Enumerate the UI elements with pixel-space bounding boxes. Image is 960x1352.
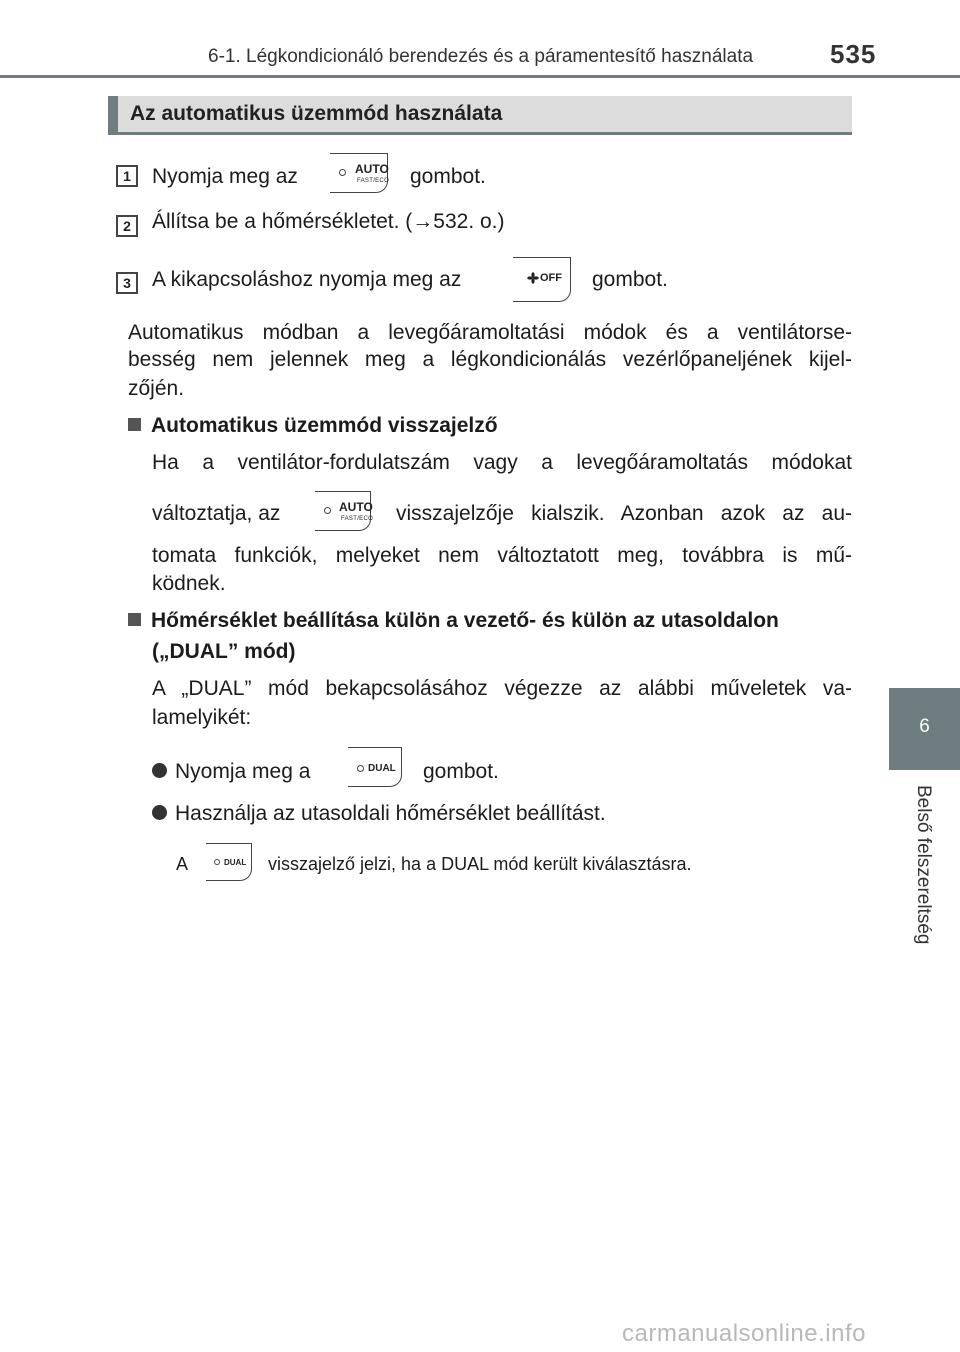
step-2-text: Állítsa be a hőmérsékletet. (→532. o.) xyxy=(152,210,505,233)
note-text-after: visszajelző jelzi, ha a DUAL mód került kiválasztásra. xyxy=(268,854,692,874)
dual-button-icon xyxy=(206,843,252,881)
led-indicator-icon xyxy=(357,765,364,772)
step-1-text-after: gombot. xyxy=(410,165,486,188)
fan-icon xyxy=(527,272,539,284)
auto-button-icon xyxy=(330,153,388,193)
section-title: Az automatikus üzemmód használata xyxy=(130,102,503,125)
step-1-text-before: Nyomja meg az xyxy=(152,165,298,188)
bullet-item xyxy=(152,760,310,784)
section-heading xyxy=(108,96,852,135)
auto-button-sublabel: FAST/ECO xyxy=(341,516,374,522)
subsection-heading xyxy=(128,609,779,633)
note-text-before: A xyxy=(176,854,189,874)
page-number: 535 xyxy=(830,39,877,69)
round-bullet-icon xyxy=(152,763,167,778)
bullet-item xyxy=(152,802,606,826)
page-header xyxy=(0,0,960,80)
dual-button-label: DUAL xyxy=(368,763,396,774)
auto-button-icon xyxy=(315,491,374,531)
led-indicator-icon xyxy=(339,169,346,176)
subsection-text-line: ködnek. xyxy=(152,572,226,595)
chapter-tab-label: Belső felszereltség xyxy=(913,785,934,945)
led-indicator-icon xyxy=(214,859,220,865)
bullet-item-text-after: gombot. xyxy=(423,760,499,783)
auto-button-label: AUTO xyxy=(355,162,389,176)
subsection-heading-text: Hőmérséklet beállítása külön a vezető- és külön az utasoldalon xyxy=(151,609,779,632)
bullet-item-text: Nyomja meg a xyxy=(175,760,311,783)
step-3-text-before: A kikapcsoláshoz nyomja meg az xyxy=(152,268,462,291)
square-bullet-icon xyxy=(128,613,141,626)
chapter-tab xyxy=(889,688,960,770)
off-button-icon xyxy=(513,257,571,302)
dual-button-label: DUAL xyxy=(224,858,247,867)
watermark: carmanualsonline.info xyxy=(622,1320,866,1347)
square-bullet-icon xyxy=(128,418,141,431)
chapter-tab-number: 6 xyxy=(919,716,930,737)
round-bullet-icon xyxy=(152,805,167,820)
section-heading-accent xyxy=(108,96,118,132)
subsection-heading-continued: („DUAL” mód) xyxy=(152,640,296,663)
subsection-text-line: Ha a ventilátor-fordulatszám vagy a levegőáramoltatás módokat xyxy=(152,451,852,474)
subsection-heading-text: Automatikus üzemmód visszajelző xyxy=(151,414,498,437)
body-paragraph-line: Automatikus módban a levegőáramoltatási módok és a ventilátorse- xyxy=(128,321,852,344)
led-indicator-icon xyxy=(324,507,331,514)
off-button-label: OFF xyxy=(540,272,562,284)
subsection-text-line: lamelyikét: xyxy=(152,706,252,729)
body-paragraph-line: zőjén. xyxy=(128,377,185,400)
subsection-text-line: visszajelzője kialszik. Azonban azok az au- xyxy=(396,502,852,525)
step-number-2: 2 xyxy=(116,215,138,237)
step-number-1: 1 xyxy=(116,165,138,187)
step-number-3: 3 xyxy=(116,272,138,294)
step-3-text-after: gombot. xyxy=(592,268,668,291)
dual-button-icon xyxy=(348,747,402,787)
subsection-text-line: változtatja, az xyxy=(152,502,281,525)
subsection-text-line: A „DUAL” mód bekapcsolásához végezze az alábbi műveletek va- xyxy=(152,677,852,700)
bullet-item-text: Használja az utasoldali hőmérséklet beállítást. xyxy=(175,802,606,825)
subsection-heading xyxy=(128,414,498,438)
auto-button-label: AUTO xyxy=(339,500,373,514)
header-divider xyxy=(0,75,960,78)
subsection-text-line: tomata funkciók, melyeket nem változtatott meg, továbbra is mű- xyxy=(152,544,852,567)
auto-button-sublabel: FAST/ECO xyxy=(357,178,390,184)
body-paragraph-line: besség nem jelennek meg a légkondicionálás vezérlőpaneljének kijel- xyxy=(128,348,852,371)
chapter-title: 6-1. Légkondicionáló berendezés és a páramentesítő használata xyxy=(208,46,754,67)
